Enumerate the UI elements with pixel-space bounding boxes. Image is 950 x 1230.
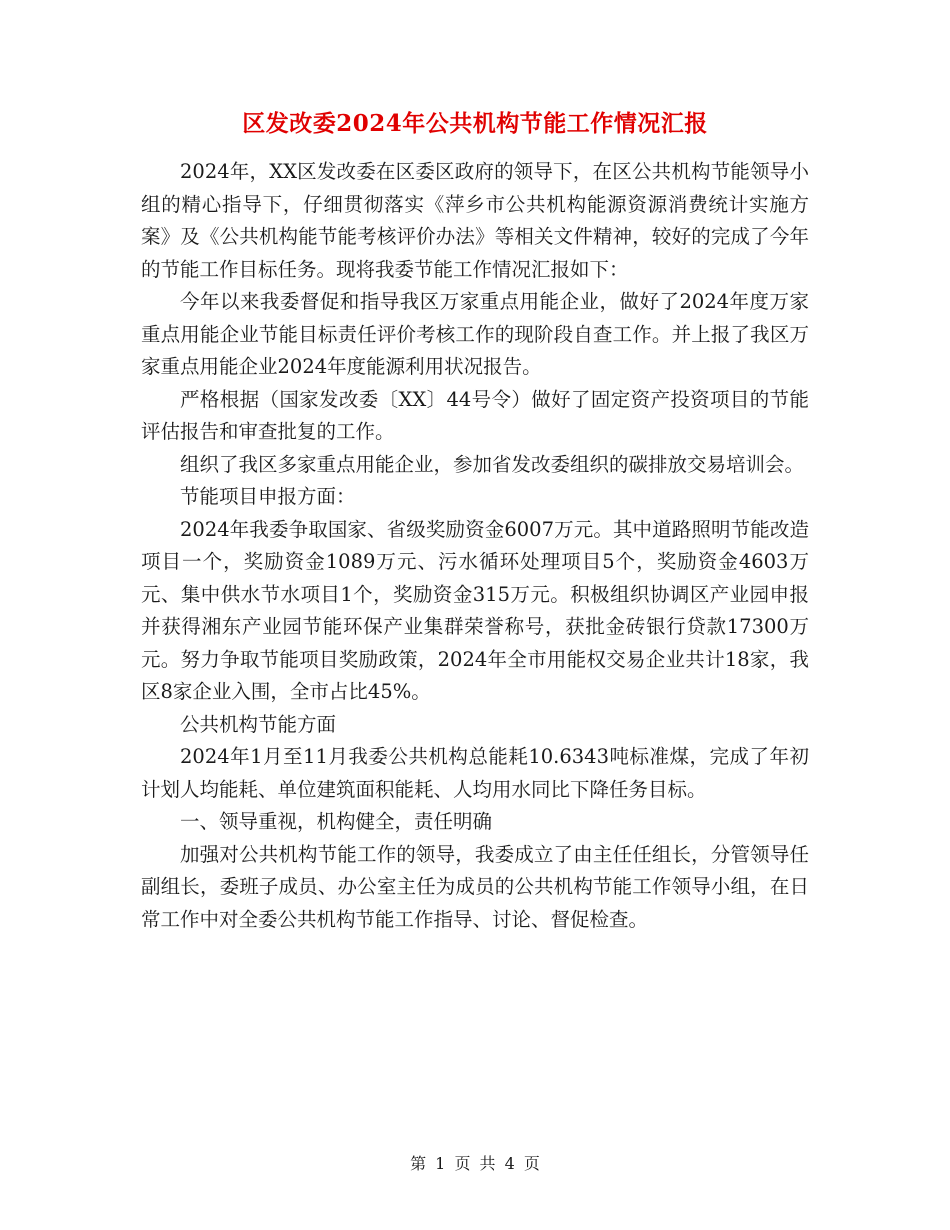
paragraph-enterprise-assessment: 今年以来我委督促和指导我区万家重点用能企业，做好了2024年度万家重点用能企业节能目标责任评价考核工作的现阶段自查工作。并上报了我区万家重点用能企业2024年度能源利用状况报告。 xyxy=(141,290,809,378)
paragraph-project-heading: 节能项目申报方面： xyxy=(180,485,356,508)
paragraph-energy-evaluation: 严格根据（国家发改委〔XX〕44号令）做好了固定资产投资项目的节能评估报告和审查批复的工作。 xyxy=(141,387,809,443)
paragraph-public-heading: 公共机构节能方面 xyxy=(180,712,337,736)
paragraph-project-funding: 2024年我委争取国家、省级奖励资金6007万元。其中道路照明节能改造项目一个，奖励资金1089万元、污水循环处理项目5个，奖励资金4603万元、集中供水节水项目1个，奖励资金315万元。积极组织协调区产业园申报并获得湘东产业园节能环保产业集群荣誉称号，获批金砖银行贷款17300万元。努力争取节能项目奖励政策，2024年全市用能权交易企业共计18家，我区8家企业入围，全市占比45%。 xyxy=(141,517,809,703)
paragraph-section-one-heading: 一、领导重视，机构健全，责任明确 xyxy=(180,810,493,833)
page-footer: 第 1 页 共 4 页 xyxy=(410,1154,540,1173)
paragraph-public-consumption: 2024年1月至11月我委公共机构总能耗10.6343吨标准煤，完成了年初计划人均能耗、单位建筑面积能耗、人均用水同比下降任务目标。 xyxy=(141,745,809,801)
document-body xyxy=(141,156,809,936)
page-title: 区发改委2024年公共机构节能工作情况汇报 xyxy=(242,110,708,137)
paragraph-intro: 2024年，XX区发改委在区委区政府的领导下，在区公共机构节能领导小组的精心指导下，仔细贯彻落实《萍乡市公共机构能源资源消费统计实施方案》及《公共机构能节能考核评价办法》等相关文件精神，较好的完成了今年的节能工作目标任务。现将我委节能工作情况汇报如下： xyxy=(141,160,809,281)
paragraph-carbon-training: 组织了我区多家重点用能企业，参加省发改委组织的碳排放交易培训会。 xyxy=(180,452,805,476)
paragraph-leadership-group: 加强对公共机构节能工作的领导，我委成立了由主任任组长，分管领导任副组长，委班子成员、办公室主任为成员的公共机构节能工作领导小组，在日常工作中对全委公共机构节能工作指导、讨论、督促检查。 xyxy=(141,842,809,931)
